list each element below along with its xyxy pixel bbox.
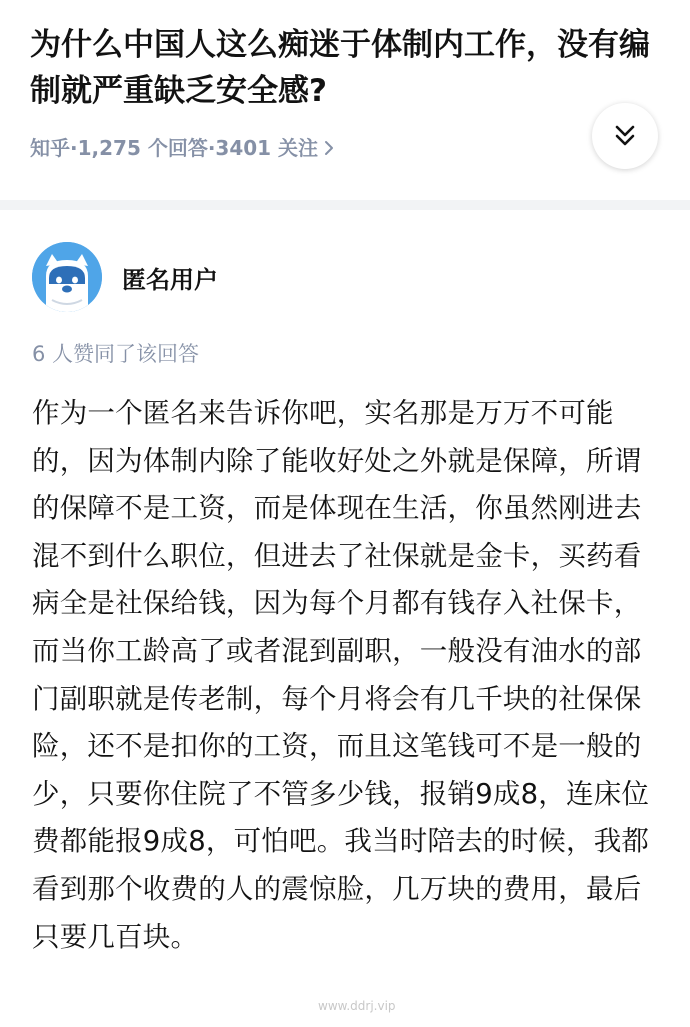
question-title[interactable]: 为什么中国人这么痴迷于体制内工作，没有编制就严重缺乏安全感? xyxy=(30,27,650,109)
watermark: www.ddrj.vip xyxy=(318,999,396,1013)
author-name[interactable]: 匿名用户 xyxy=(122,265,218,294)
answer-author[interactable] xyxy=(32,242,218,312)
collapse-button[interactable] xyxy=(592,103,658,169)
question-meta-text: 知乎·1,275 个回答·3401 关注 xyxy=(30,136,319,160)
question-header xyxy=(0,0,690,200)
anonymous-mascot-avatar[interactable] xyxy=(32,242,102,312)
section-divider xyxy=(0,200,690,210)
question-meta[interactable] xyxy=(30,133,334,163)
chevron-right-icon xyxy=(324,140,334,156)
answer-content: 作为一个匿名来告诉你吧，实名那是万万不可能的，因为体制内除了能收好处之外就是保障，所谓的保障不是工资，而是体现在生活，你虽然刚进去混不到什么职位，但进去了社保就是金卡，买药看病全是社保给钱，因为每个月都有钱存入社保卡，而当你工龄高了或者混到副职，一般没有油水的部门副职就是传老制，每个月将会有几千块的社保保险，还不是扣你的工资，而且这笔钱可不是一般的少，只要你住院了不管多少钱，报销9成8，连床位费都能报9成8，可怕吧。我当时陪去的时候，我都看到那个收费的人的震惊脸，几万块的费用，最后只要几百块。 xyxy=(32,397,650,953)
double-chevron-down-icon xyxy=(614,124,636,148)
vote-count-text: 6 人赞同了该回答 xyxy=(32,342,200,366)
